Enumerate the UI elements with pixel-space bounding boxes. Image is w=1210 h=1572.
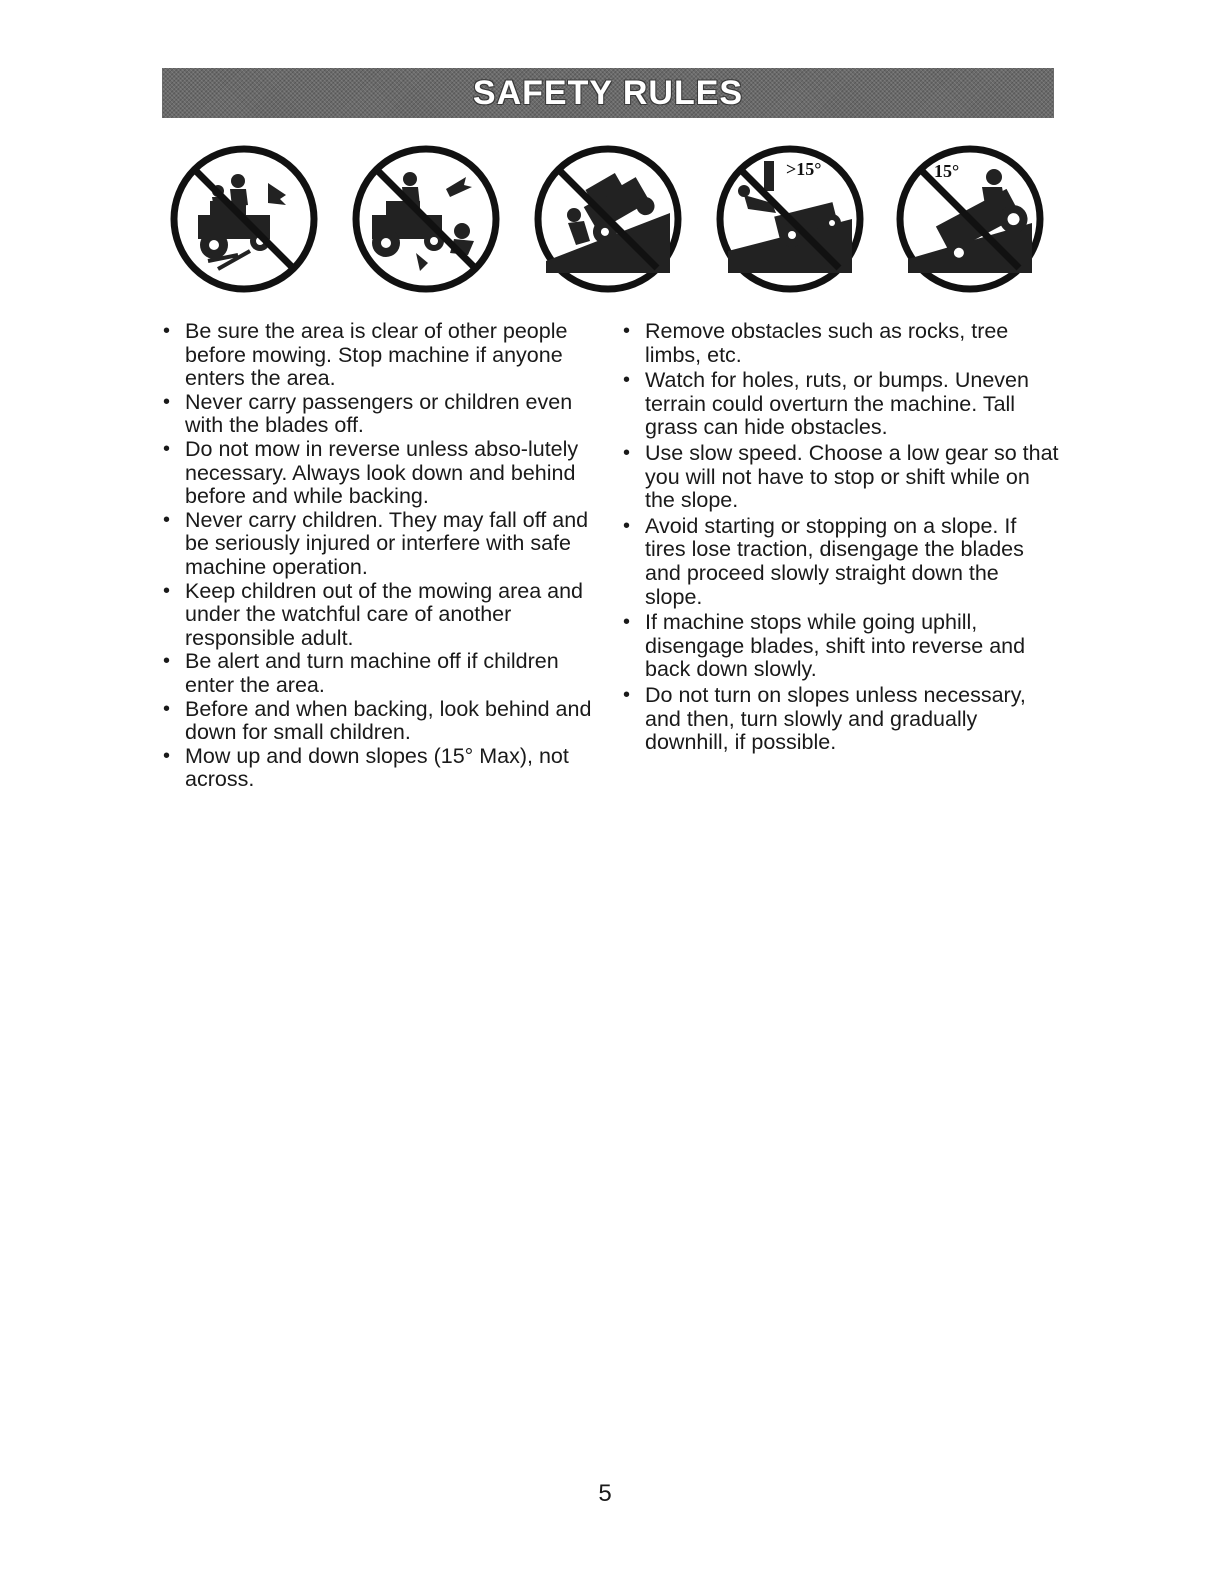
section-header-banner: [162, 68, 1054, 118]
list-item: • Do not turn on slopes unless necessary, and then, turn slowly and gradually downhill, if possible.: [622, 684, 1062, 755]
list-item: • Be alert and turn machine off if children enter the area.: [162, 650, 602, 697]
no-slope-over-15-icon: [714, 143, 866, 295]
list-item: • Be sure the area is clear of other people before mowing. Stop machine if anyone enters the area.: [162, 320, 602, 391]
pictogram-row: [0, 143, 1210, 303]
section-title: SAFETY RULES: [472, 73, 744, 112]
slope-angle-label: 15°: [934, 161, 960, 181]
no-across-slope-icon: [894, 143, 1046, 295]
list-item: • Before and when backing, look behind and down for small children.: [162, 698, 602, 745]
right-rules-list: [622, 320, 1062, 757]
no-children-icon: [350, 143, 502, 295]
list-item: • Remove obstacles such as rocks, tree limbs, etc.: [622, 320, 1062, 367]
slope-angle-label: >15°: [786, 159, 822, 179]
list-item: • Mow up and down slopes (15° Max), not across.: [162, 745, 602, 792]
list-item: • Use slow speed. Choose a low gear so that you will not have to stop or shift while on the slope.: [622, 442, 1062, 513]
list-item: • If machine stops while going uphill, disengage blades, shift into reverse and back down slowly.: [622, 611, 1062, 682]
left-rules-list: [162, 320, 602, 792]
list-item: • Watch for holes, ruts, or bumps. Uneven terrain could overturn the machine. Tall grass can hide obstacles.: [622, 369, 1062, 440]
list-item: • Avoid starting or stopping on a slope. If tires lose traction, disengage the blades and proceed slowly straight down the slope.: [622, 515, 1062, 609]
list-item: • Never carry children. They may fall off and be seriously injured or interfere with safe machine operation.: [162, 509, 602, 580]
list-item: • Do not mow in reverse unless abso-lutely necessary. Always look down and behind before and while backing.: [162, 438, 602, 509]
no-tipping-uphill-icon: [532, 143, 684, 295]
page-number: 5: [598, 1480, 612, 1507]
list-item: • Keep children out of the mowing area and under the watchful care of another responsible adult.: [162, 580, 602, 651]
list-item: • Never carry passengers or children even with the blades off.: [162, 391, 602, 438]
no-passengers-icon: [168, 143, 320, 295]
